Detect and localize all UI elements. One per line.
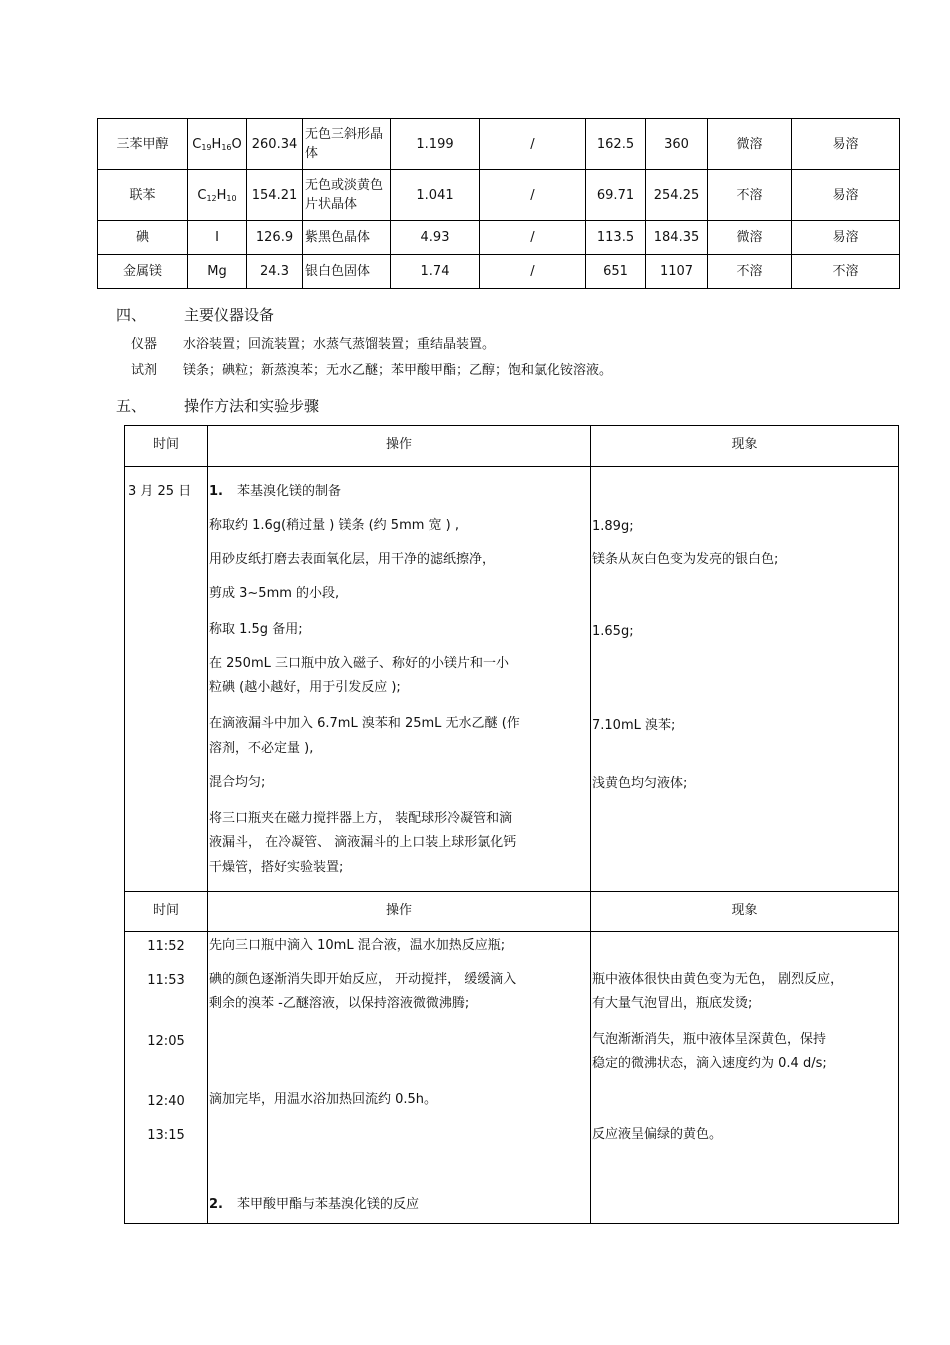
property-cell-mw: 260.34	[247, 119, 303, 170]
header-time: 时间	[152, 437, 179, 452]
phenomenon-line: 7.10mL 溴苯;	[592, 718, 676, 733]
row-divider	[125, 466, 898, 467]
property-cell-name: 三苯甲醇	[98, 119, 188, 170]
phenomenon-line: 镁条从灰白色变为发亮的银白色;	[592, 552, 779, 567]
property-cell-appearance: 无色或淡黄色片状晶体	[303, 170, 391, 221]
property-row	[98, 119, 900, 170]
property-cell-mw: 24.3	[247, 255, 303, 289]
property-cell-formula: $C_{19}H_{16}O$	[188, 119, 247, 170]
row-divider	[125, 891, 898, 892]
property-row	[98, 221, 900, 255]
property-cell-name: 联苯	[98, 170, 188, 221]
property-cell-mw: 154.21	[247, 170, 303, 221]
property-cell-density: 1.74	[391, 255, 480, 289]
row-divider	[125, 931, 898, 932]
reagents-label: 试剂	[131, 363, 158, 378]
property-cell-water: 微溶	[708, 119, 792, 170]
step-1-title: 苯基溴化镁的制备	[237, 484, 342, 499]
header-operation: 操作	[385, 437, 412, 452]
op-line: 在 250mL 三口瓶中放入磁子、称好的小镁片和一小	[209, 656, 509, 671]
op-line: 液漏斗， 在冷凝管、 滴液漏斗的上口装上球形氯化钙	[209, 835, 517, 850]
op-line: 称取约 1.6g(稍过量 ) 镁条 (约 5mm 宽 ) ,	[209, 518, 460, 533]
phenomenon-line: 1.65g;	[592, 624, 634, 639]
property-cell-mw: 126.9	[247, 221, 303, 255]
property-cell-bp: 184.35	[646, 221, 708, 255]
property-cell-appearance: 紫黑色晶体	[303, 221, 391, 255]
step-1-heading	[209, 480, 589, 503]
property-cell-refr: /	[480, 221, 586, 255]
date-cell: 3 月 25 日	[128, 484, 192, 499]
column-divider	[207, 426, 208, 1223]
step-1-number: 1.	[209, 484, 223, 499]
procedure-table	[124, 425, 899, 1224]
property-cell-refr: /	[480, 119, 586, 170]
op-line: 粒碘 (越小越好，用于引发反应 );	[209, 680, 401, 695]
section-5-title: 操作方法和实验步骤	[184, 397, 320, 415]
time-cell: 11:52	[147, 939, 185, 954]
op-line: 在滴液漏斗中加入 6.7mL 溴苯和 25mL 无水乙醚 (作	[209, 716, 520, 731]
step-2-title: 苯甲酸甲酯与苯基溴化镁的反应	[237, 1197, 420, 1212]
property-cell-name: 金属镁	[98, 255, 188, 289]
phenomenon-line: 有大量气泡冒出，瓶底发烫;	[592, 996, 753, 1011]
property-row	[98, 255, 900, 289]
header-time: 时间	[152, 903, 179, 918]
property-cell-formula: I	[188, 221, 247, 255]
step-2-heading	[209, 1193, 589, 1216]
property-cell-ethanol: 易溶	[792, 221, 900, 255]
property-cell-water: 不溶	[708, 255, 792, 289]
section-4-title: 主要仪器设备	[184, 306, 275, 324]
section-4-heading	[116, 304, 274, 325]
section-5-number: 五、	[116, 397, 147, 415]
op-line: 溶剂，不必定量 ),	[209, 741, 314, 756]
instruments-text: 水浴装置；回流装置；水蒸气蒸馏装置；重结晶装置。	[183, 337, 496, 352]
property-cell-mp: 69.71	[586, 170, 646, 221]
property-cell-bp: 1107	[646, 255, 708, 289]
property-cell-appearance: 银白色固体	[303, 255, 391, 289]
op-line: 先向三口瓶中滴入 10mL 混合液，温水加热反应瓶;	[209, 938, 506, 953]
header-phenomenon: 现象	[731, 903, 758, 918]
property-cell-name: 碘	[98, 221, 188, 255]
property-cell-ethanol: 易溶	[792, 170, 900, 221]
property-cell-bp: 254.25	[646, 170, 708, 221]
section-4-number: 四、	[116, 306, 147, 324]
property-cell-density: 4.93	[391, 221, 480, 255]
op-line: 剪成 3~5mm 的小段,	[209, 586, 340, 601]
phenomenon-line: 瓶中液体很快由黄色变为无色， 剧烈反应，	[592, 972, 844, 987]
property-cell-bp: 360	[646, 119, 708, 170]
property-cell-water: 不溶	[708, 170, 792, 221]
phenomenon-line: 稳定的微沸状态，滴入速度约为 0.4 d/s;	[592, 1056, 827, 1071]
property-cell-formula: Mg	[188, 255, 247, 289]
property-cell-appearance: 无色三斜形晶体	[303, 119, 391, 170]
time-cell: 13:15	[147, 1128, 185, 1143]
property-cell-mp: 162.5	[586, 119, 646, 170]
op-line: 干燥管，搭好实验装置;	[209, 860, 344, 875]
property-row	[98, 170, 900, 221]
time-cell: 12:40	[147, 1094, 185, 1109]
time-cell: 11:53	[147, 973, 185, 988]
properties-table	[97, 118, 900, 289]
property-cell-mp: 651	[586, 255, 646, 289]
step-2-number: 2.	[209, 1197, 223, 1212]
column-divider	[590, 426, 591, 1223]
property-cell-formula: $C_{12}H_{10}$	[188, 170, 247, 221]
header-phenomenon: 现象	[731, 437, 758, 452]
reagents-line	[131, 359, 612, 378]
property-cell-ethanol: 不溶	[792, 255, 900, 289]
phenomenon-line: 气泡渐渐消失，瓶中液体呈深黄色，保持	[592, 1032, 827, 1047]
property-cell-refr: /	[480, 255, 586, 289]
phenomenon-line: 浅黄色均匀液体;	[592, 776, 688, 791]
phenomenon-line: 反应液呈偏绿的黄色。	[592, 1127, 723, 1142]
op-line: 混合均匀;	[209, 775, 266, 790]
op-line: 滴加完毕，用温水浴加热回流约 0.5h。	[209, 1092, 438, 1107]
property-cell-density: 1.041	[391, 170, 480, 221]
op-line: 剩余的溴苯 -乙醚溶液，以保持溶液微微沸腾;	[209, 996, 470, 1011]
property-cell-refr: /	[480, 170, 586, 221]
op-line: 碘的颜色逐渐消失即开始反应， 开动搅拌， 缓缓滴入	[209, 972, 517, 987]
instruments-label: 仪器	[131, 337, 158, 352]
instruments-line	[131, 333, 495, 352]
op-line: 将三口瓶夹在磁力搅拌器上方， 装配球形冷凝管和滴	[209, 811, 513, 826]
reagents-text: 镁条；碘粒；新蒸溴苯；无水乙醚；苯甲酸甲酯；乙醇；饱和氯化铵溶液。	[183, 363, 613, 378]
property-cell-water: 微溶	[708, 221, 792, 255]
section-5-heading	[116, 395, 319, 416]
op-line: 用砂皮纸打磨去表面氧化层，用干净的滤纸擦净，	[209, 552, 496, 567]
op-line: 称取 1.5g 备用;	[209, 622, 303, 637]
property-cell-ethanol: 易溶	[792, 119, 900, 170]
property-cell-mp: 113.5	[586, 221, 646, 255]
property-cell-density: 1.199	[391, 119, 480, 170]
phenomenon-line: 1.89g;	[592, 519, 634, 534]
header-operation: 操作	[385, 903, 412, 918]
time-cell: 12:05	[147, 1034, 185, 1049]
